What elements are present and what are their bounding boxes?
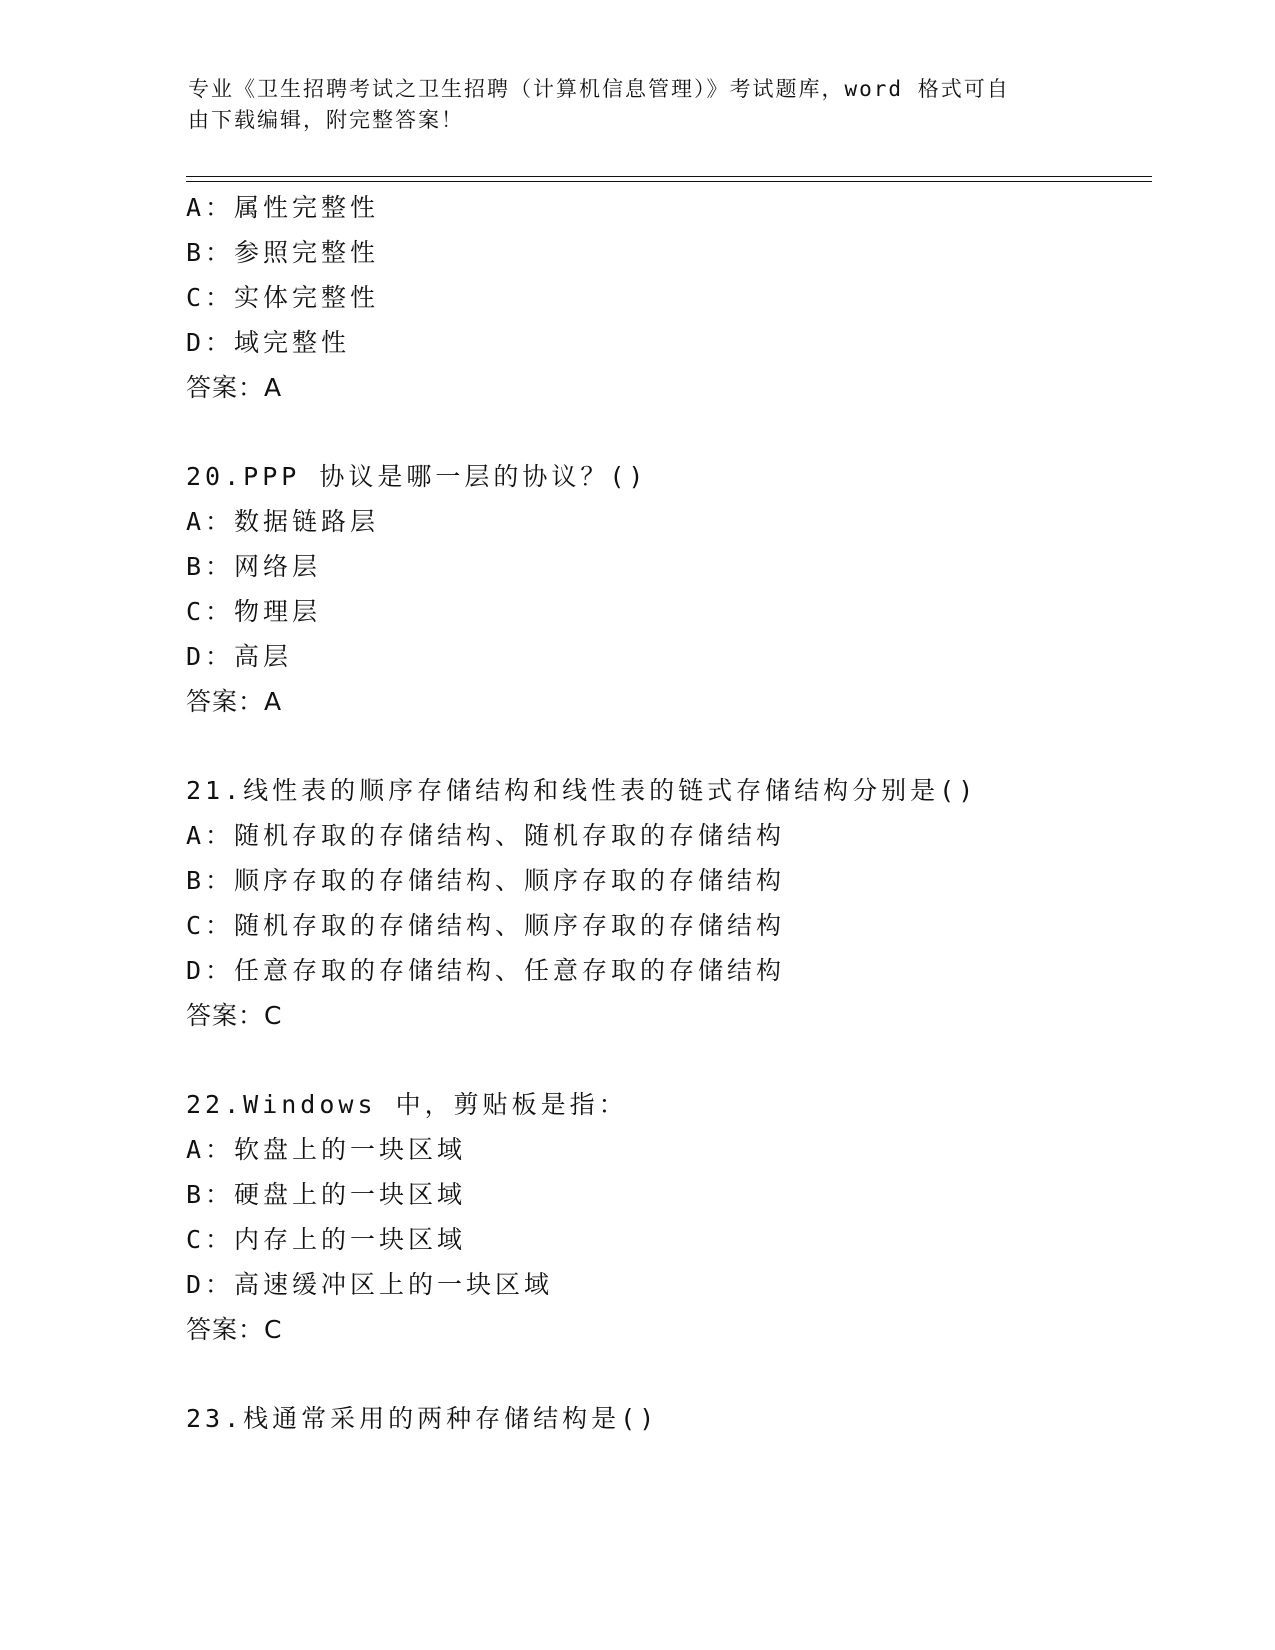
header-divider-bottom	[186, 181, 1152, 182]
q21-answer: 答案：C	[186, 1001, 283, 1030]
header-line-2: 由下载编辑，附完整答案！	[188, 108, 464, 132]
q21-option-b: B：顺序存取的存储结构、顺序存取的存储结构	[186, 866, 786, 895]
q23-question: 23.栈通常采用的两种存储结构是()	[186, 1404, 659, 1433]
q19-option-c: C：实体完整性	[186, 283, 380, 312]
q22-option-d: D：高速缓冲区上的一块区域	[186, 1270, 554, 1299]
q21-question: 21.线性表的顺序存储结构和线性表的链式存储结构分别是()	[186, 776, 978, 805]
q22-question: 22.Windows 中，剪贴板是指：	[186, 1090, 628, 1119]
q21-option-d: D：任意存取的存储结构、任意存取的存储结构	[186, 956, 786, 985]
q22-option-b: B：硬盘上的一块区域	[186, 1180, 467, 1209]
q22-option-a: A：软盘上的一块区域	[186, 1135, 467, 1164]
q20-option-c: C：物理层	[186, 597, 322, 626]
q20-option-a: A：数据链路层	[186, 507, 380, 536]
q21-option-c: C：随机存取的存储结构、顺序存取的存储结构	[186, 911, 786, 940]
header-line-1: 专业《卫生招聘考试之卫生招聘（计算机信息管理）》考试题库，word 格式可自	[188, 77, 1010, 101]
q19-option-a: A：属性完整性	[186, 193, 380, 222]
q20-option-b: B：网络层	[186, 552, 322, 581]
document-header	[188, 74, 1088, 136]
q19-answer: 答案：A	[186, 373, 283, 402]
q20-question: 20.PPP 协议是哪一层的协议？()	[186, 462, 648, 491]
q21-option-a: A：随机存取的存储结构、随机存取的存储结构	[186, 821, 786, 850]
header-divider-top	[186, 176, 1152, 177]
q20-answer: 答案：A	[186, 687, 283, 716]
q20-option-d: D：高层	[186, 642, 293, 671]
q19-option-d: D：域完整性	[186, 328, 351, 357]
q22-answer: 答案：C	[186, 1315, 283, 1344]
q19-option-b: B：参照完整性	[186, 238, 380, 267]
q22-option-c: C：内存上的一块区域	[186, 1225, 467, 1254]
